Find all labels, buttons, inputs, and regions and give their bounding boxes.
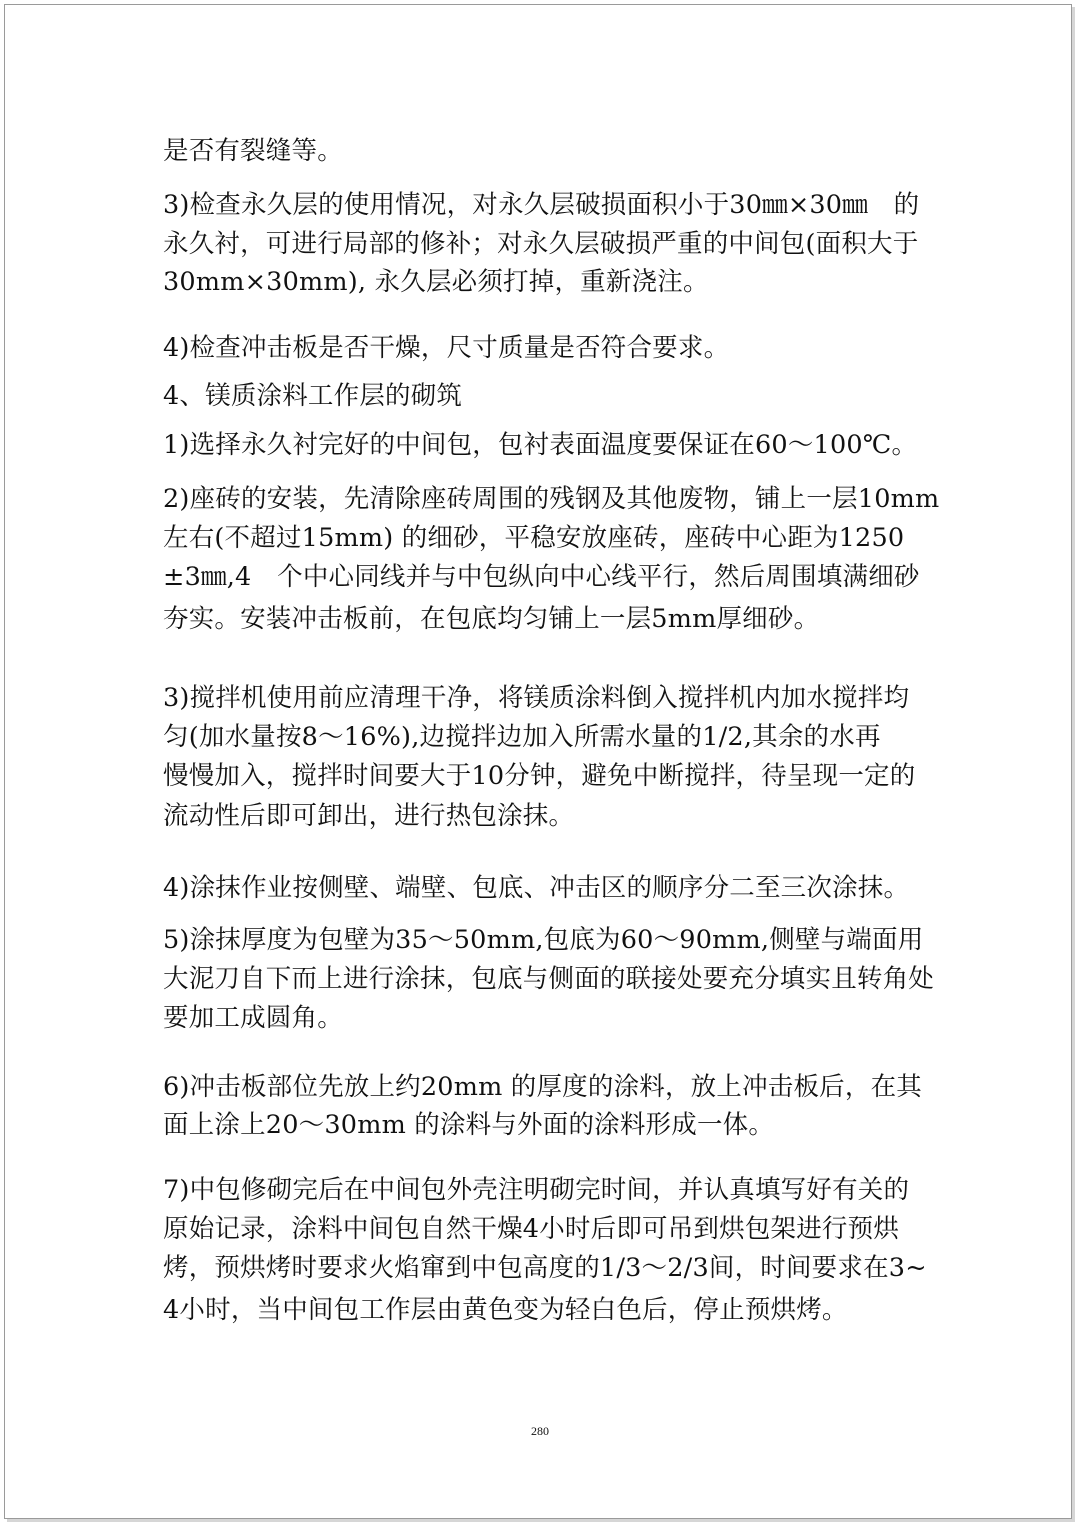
paragraph-line: 要加工成圆角。 [163, 1003, 343, 1033]
paragraph-line: 左右(不超过15mm) 的细砂，平稳安放座砖，座砖中心距为1250 [163, 523, 905, 553]
section-heading: 4、镁质涂料工作层的砌筑 [163, 381, 463, 411]
paragraph-line: 4小时，当中间包工作层由黄色变为轻白色后，停止预烘烤。 [163, 1295, 848, 1325]
paragraph-line: 2)座砖的安装，先清除座砖周围的残钢及其他废物，铺上一层10mm [163, 484, 940, 514]
paragraph-line: 永久衬，可进行局部的修补；对永久层破损严重的中间包(面积大于 [163, 229, 919, 259]
paragraph-line: 4)涂抹作业按侧壁、端壁、包底、冲击区的顺序分二至三次涂抹。 [163, 873, 910, 903]
paragraph-line: 流动性后即可卸出，进行热包涂抹。 [163, 801, 575, 831]
paragraph-line: 7)中包修砌完后在中间包外壳注明砌完时间，并认真填写好有关的 [163, 1175, 910, 1205]
paragraph-line: 6)冲击板部位先放上约20mm 的厚度的涂料，放上冲击板后，在其 [163, 1072, 922, 1102]
paragraph-line: ±3㎜,4 个中心同线并与中包纵向中心线平行，然后周围填满细砂 [163, 562, 920, 592]
paragraph-line: 3)检查永久层的使用情况，对永久层破损面积小于30㎜×30㎜ 的 [163, 190, 920, 220]
paragraph-line: 烤，预烘烤时要求火焰窜到中包高度的1/3～2/3间，时间要求在3~ [163, 1253, 927, 1283]
paragraph-line: 大泥刀自下而上进行涂抹，包底与侧面的联接处要充分填实且转角处 [163, 964, 935, 994]
paragraph-line: 夯实。安装冲击板前，在包底均匀铺上一层5mm厚细砂。 [163, 604, 820, 634]
paragraph-line: 匀(加水量按8～16%),边搅拌边加入所需水量的1/2,其余的水再 [163, 722, 881, 752]
paragraph-line: 面上涂上20～30mm 的涂料与外面的涂料形成一体。 [163, 1110, 775, 1140]
paragraph-line: 慢慢加入，搅拌时间要大于10分钟，避免中断搅拌，待呈现一定的 [163, 761, 916, 791]
paragraph-line: 1)选择永久衬完好的中间包，包衬表面温度要保证在60～100℃。 [163, 430, 918, 460]
paragraph-line: 5)涂抹厚度为包壁为35～50mm,包底为60～90mm,侧壁与端面用 [163, 925, 924, 955]
paragraph-line: 原始记录，涂料中间包自然干燥4小时后即可吊到烘包架进行预烘 [163, 1214, 900, 1244]
paragraph-line: 3)搅拌机使用前应清理干净，将镁质涂料倒入搅拌机内加水搅拌均 [163, 683, 910, 713]
paragraph-line: 4)检查冲击板是否干燥，尺寸质量是否符合要求。 [163, 333, 730, 363]
paragraph-line: 30mm×30mm), 永久层必须打掉，重新浇注。 [163, 267, 709, 297]
paragraph-line: 是否有裂缝等。 [163, 136, 343, 166]
page-number: 280 [531, 1424, 549, 1438]
